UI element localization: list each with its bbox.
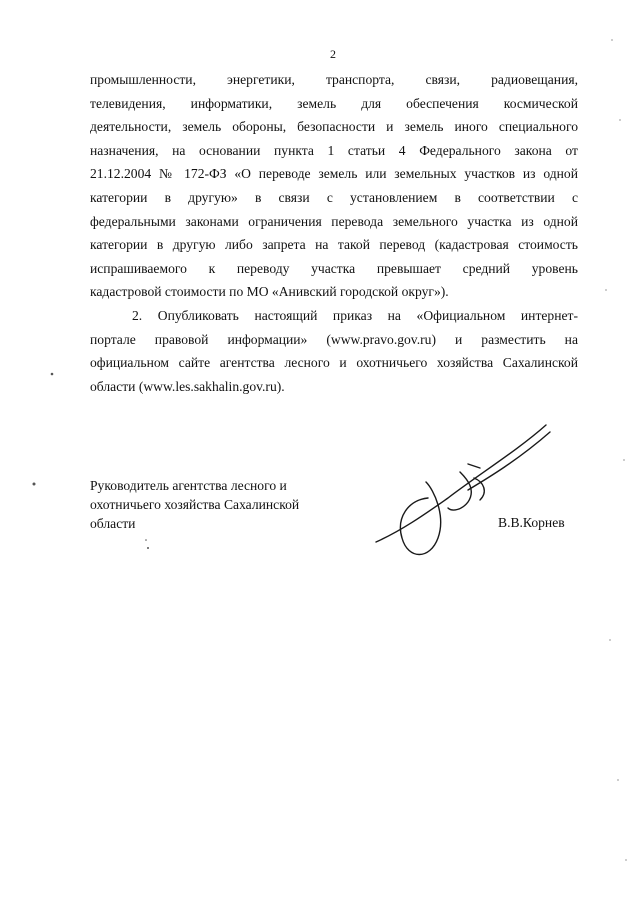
paragraph-1-line: назначения, на основании пункта 1 статьи 4 Федерального закона от <box>90 142 578 158</box>
signer-title-line: Руководитель агентства лесного и <box>90 478 287 493</box>
paragraph-2-line: портале правовой информации» (www.pravo.gov.ru) и разместить на <box>90 331 578 347</box>
paragraph-1-line: 21.12.2004 № 172-ФЗ «О переводе земель или земельных участков из одной <box>90 166 578 182</box>
paragraph-1-line: категории в другую» в связи с установлением в соответствии с <box>90 189 578 205</box>
paragraph-1-line: кадастровой стоимости по МО «Анивский городской округ»). <box>90 284 449 300</box>
paragraph-1-line: федеральными законами ограничения перевода земельного участка из одной <box>90 213 578 229</box>
paragraph-1-line: промышленности, энергетики, транспорта, связи, радиовещания, <box>90 72 578 87</box>
signer-name: В.В.Корнев <box>498 515 565 530</box>
signer-title-line: области <box>90 516 136 531</box>
page-number: 2 <box>330 47 336 61</box>
paragraph-1-line: испрашиваемого к переводу участка превышает средний уровень <box>90 260 578 276</box>
paragraph-1-line: телевидения, информатики, земель для обеспечения космической <box>90 95 578 111</box>
paragraph-2-line: официальном сайте агентства лесного и охотничьего хозяйства Сахалинской <box>90 355 578 371</box>
paragraph-1-line: категории в другую либо запрета на такой перевод (кадастровая стоимость <box>90 237 578 253</box>
paragraph-2-line: 2. Опубликовать настоящий приказ на «Официальном интернет- <box>132 307 578 323</box>
paragraph-2-line: области (www.les.sakhalin.gov.ru). <box>90 378 285 394</box>
paragraph-1-line: деятельности, земель обороны, безопасности и земель иного специального <box>90 119 578 135</box>
signer-title-line: охотничьего хозяйства Сахалинской <box>90 497 300 512</box>
